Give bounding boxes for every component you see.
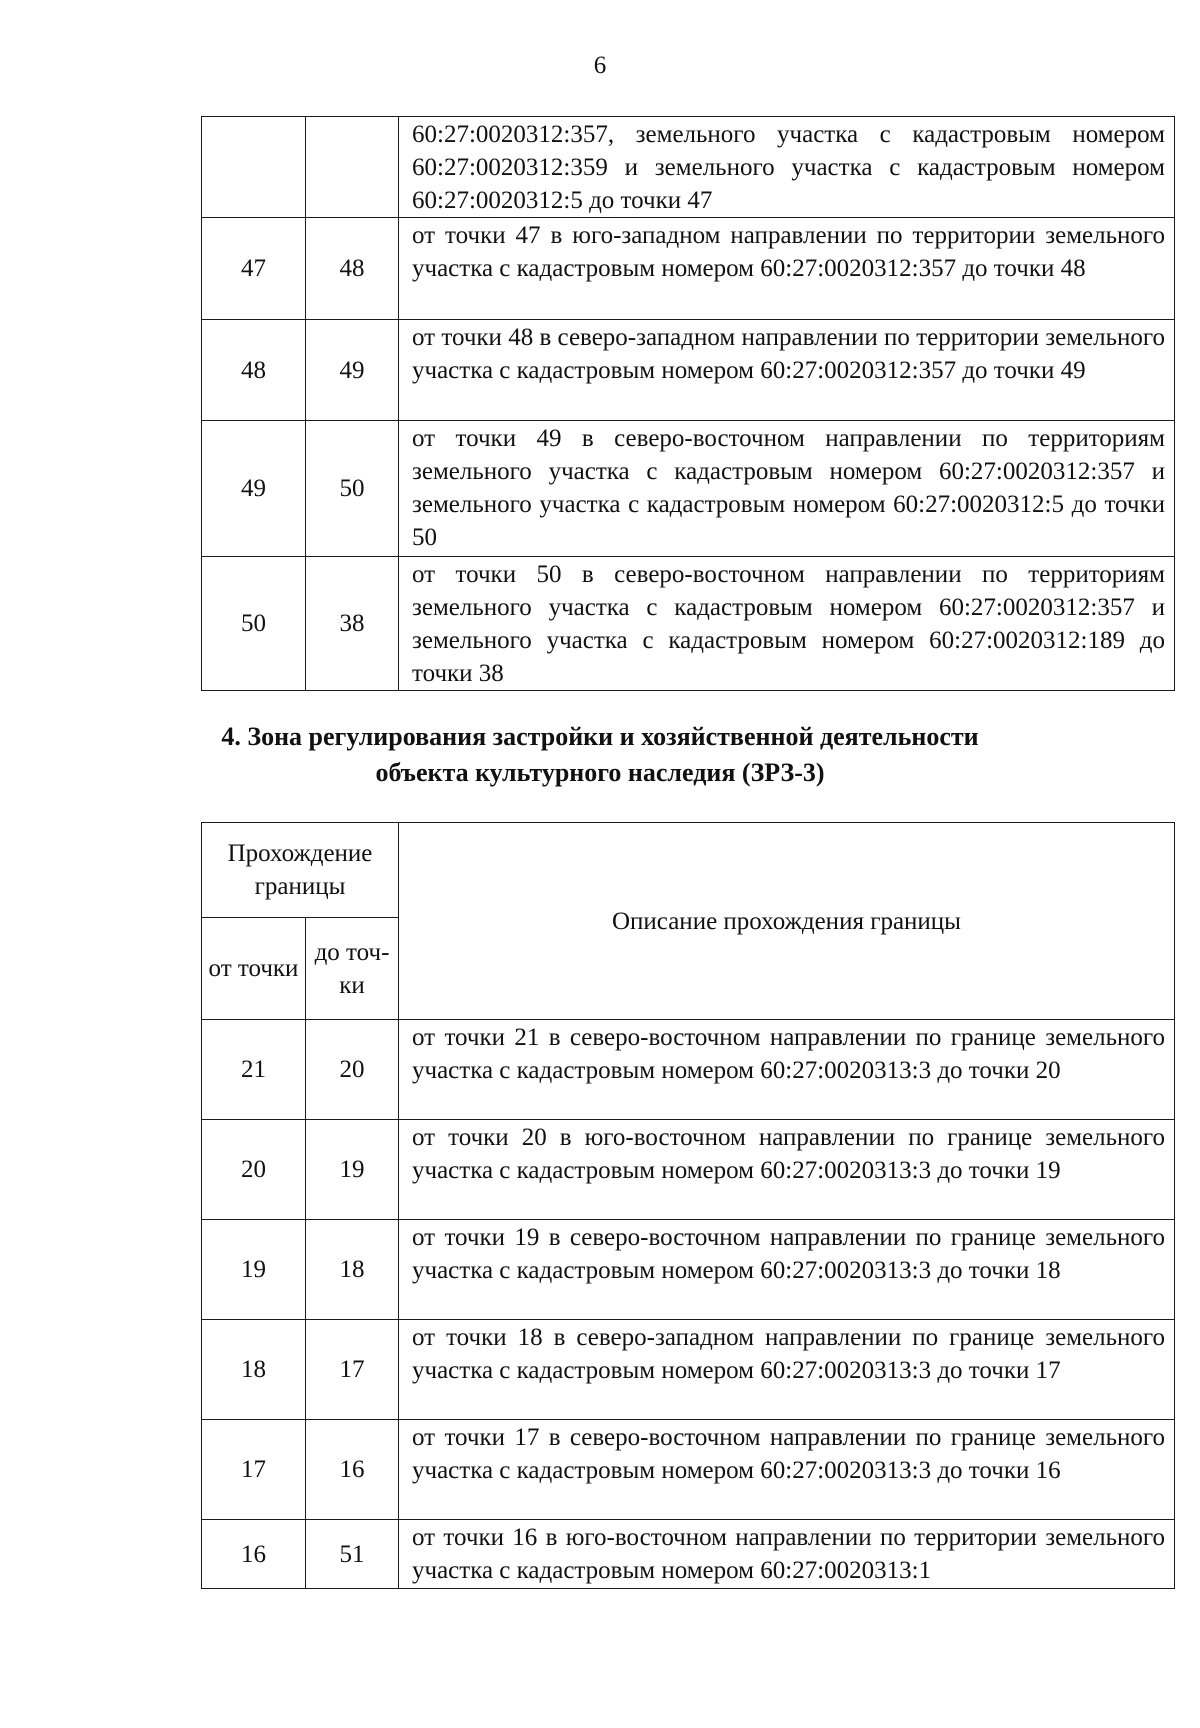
to-point-cell: 20 [306, 1020, 399, 1120]
table-row [202, 320, 1175, 421]
to-point-cell: 49 [306, 320, 399, 421]
to-point-cell: 18 [306, 1220, 399, 1320]
from-point-cell: 19 [202, 1220, 306, 1320]
table-row [202, 421, 1175, 557]
table-row [202, 218, 1175, 320]
from-point-cell: 49 [202, 421, 306, 557]
table-row [202, 1120, 1175, 1220]
to-point-cell: 51 [306, 1520, 399, 1589]
to-point-cell: 48 [306, 218, 399, 320]
description-cell: от точки 48 в северо-западном направлении по территории земельного участка с кадастровым номером 60:27:0020312:357 до точки 49 [399, 320, 1175, 421]
from-point-cell: 17 [202, 1420, 306, 1520]
to-point-cell: 17 [306, 1320, 399, 1420]
from-point-cell: 50 [202, 557, 306, 691]
to-point-cell: 50 [306, 421, 399, 557]
to-point-cell: 16 [306, 1420, 399, 1520]
description-cell: от точки 17 в северо-восточном направлении по границе земельного участка с кадастровым номером 60:27:0020313:3 до точки 16 [399, 1420, 1175, 1520]
from-point-cell: 48 [202, 320, 306, 421]
to-point-cell: 38 [306, 557, 399, 691]
to-point-cell [306, 117, 399, 218]
section-heading-line2: объекта культурного наследия (ЗРЗ-3) [375, 758, 825, 787]
from-point-cell: 18 [202, 1320, 306, 1420]
description-cell: от точки 21 в северо-восточном направлении по границе земельного участка с кадастровым номером 60:27:0020313:3 до точки 20 [399, 1020, 1175, 1120]
table-row [202, 1020, 1175, 1120]
description-cell: от точки 50 в северо-восточном направлении по территориям земельного участка с кадастровым номером 60:27:0020312:357 и земельного участка с кадастровым номером 60:27:0020312:189 до точки 38 [399, 557, 1175, 691]
table-row [202, 1320, 1175, 1420]
table-row [202, 117, 1175, 218]
boundary-table-continued [201, 116, 1175, 691]
zrz3-boundary-table [201, 822, 1175, 1589]
from-point-cell: 21 [202, 1020, 306, 1120]
section-heading-line1: 4. Зона регулирования застройки и хозяйственной деятельности [221, 722, 979, 751]
description-cell: от точки 18 в северо-западном направлении по границе земельного участка с кадастровым номером 60:27:0020313:3 до точки 17 [399, 1320, 1175, 1420]
description-cell: от точки 16 в юго-восточном направлении по территории земельного участка с кадастровым номером 60:27:0020313:1 [399, 1520, 1175, 1589]
to-point-cell: 19 [306, 1120, 399, 1220]
description-cell: 60:27:0020312:357, земельного участка с кадастровым номером 60:27:0020312:359 и земельного участка с кадастровым номером 60:27:0020312:5 до точки 47 [399, 117, 1175, 218]
description-cell: от точки 47 в юго-западном направлении по территории земельного участка с кадастровым номером 60:27:0020312:357 до точки 48 [399, 218, 1175, 320]
from-point-header: от точки [202, 918, 306, 1020]
description-cell: от точки 19 в северо-восточном направлении по границе земельного участка с кадастровым номером 60:27:0020313:3 до точки 18 [399, 1220, 1175, 1320]
from-point-cell [202, 117, 306, 218]
from-point-cell: 16 [202, 1520, 306, 1589]
table-header-row [202, 823, 1175, 918]
to-point-header: до точ-ки [306, 918, 399, 1020]
from-point-cell: 20 [202, 1120, 306, 1220]
from-point-cell: 47 [202, 218, 306, 320]
table-row [202, 1520, 1175, 1589]
table-row [202, 557, 1175, 691]
table-row [202, 1420, 1175, 1520]
page-number: 6 [593, 52, 607, 79]
description-cell: от точки 20 в юго-восточном направлении по границе земельного участка с кадастровым номером 60:27:0020313:3 до точки 19 [399, 1120, 1175, 1220]
description-header: Описание прохождения границы [399, 823, 1175, 1020]
section-heading [0, 719, 1200, 791]
description-cell: от точки 49 в северо-восточном направлении по территориям земельного участка с кадастровым номером 60:27:0020312:357 и земельного участка с кадастровым номером 60:27:0020312:5 до точки 50 [399, 421, 1175, 557]
passage-header: Прохождение границы [202, 823, 399, 918]
table-row [202, 1220, 1175, 1320]
